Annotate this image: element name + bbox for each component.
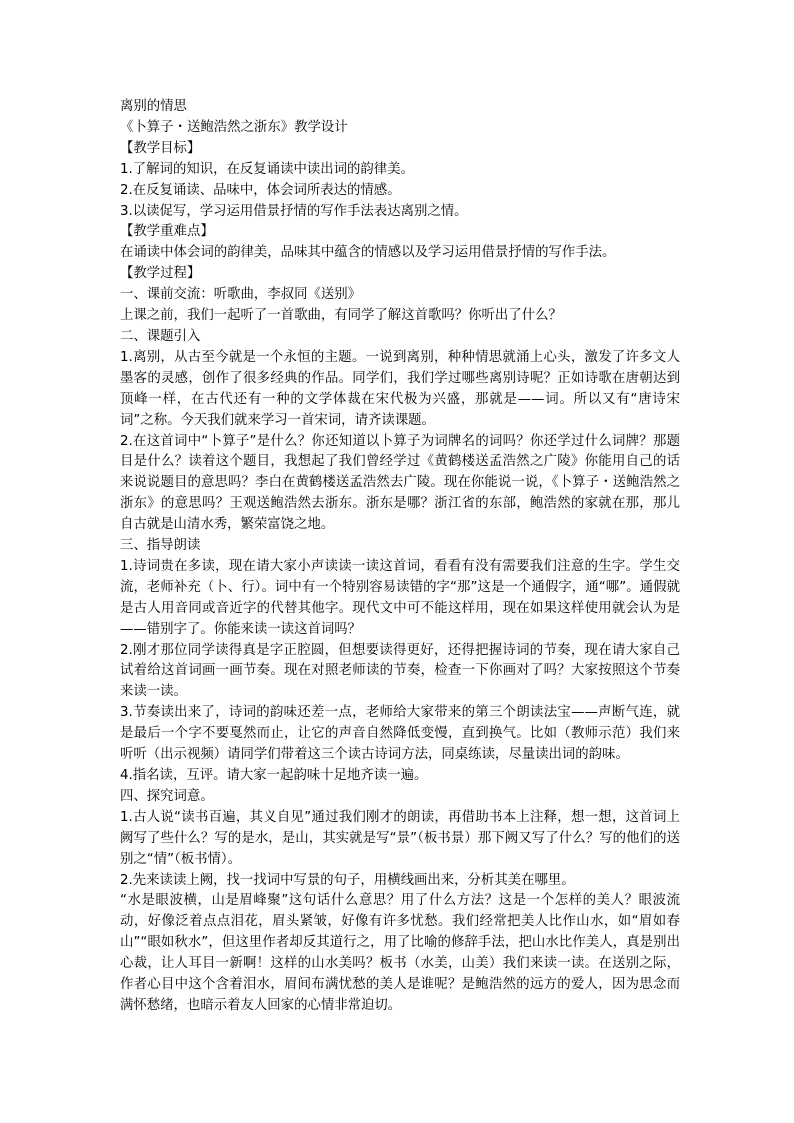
section-4-heading: 四、探究词意。 bbox=[120, 788, 214, 804]
doc-subtitle: 《卜算子・送鲍浩然之浙东》教学设计 bbox=[120, 119, 348, 135]
section-3-paragraph: 4.指名读，互评。请大家一起韵味十足地齐读一遍。 bbox=[120, 768, 428, 783]
section-1-text: 上课之前，我们一起听了一首歌曲，有同学了解这首歌吗？你听出了什么？ bbox=[120, 308, 562, 324]
section-2-paragraph: 1.离别，从古至今就是一个永恒的主题。一说到离别，种种情思就涌上心头，激发了许多文人墨客的灵感，创作了很多经典的作品。同学们，我们学过哪些离别诗呢？正如诗歌在唐朝达到顶峰一样，在古代还有一种的文学体裁在宋代极为兴盛，那就是——词。所以又有“唐诗宋词”之称。今天我们就来学习一首宋词，请齐读课题。 bbox=[120, 349, 680, 428]
doc-title: 离别的情思 bbox=[120, 99, 187, 114]
goals-heading: 【教学目标】 bbox=[120, 140, 201, 156]
goal-item: 2.在反复诵读、品味中，体会词所表达的情感。 bbox=[120, 182, 401, 198]
section-3-paragraph: 1.诗词贵在多读，现在请大家小声读读一读这首词，看看有没有需要我们注意的生字。学生交流，老师补充（卜、行）。词中有一个特别容易读错的字“那”这是一个通假字，通“哪”。通假就是古人用音同或音近字的代替其他字。现代文中可不能这样用，现在如果这样使用就会认为是——错别字了。你能来读一读这首词吗？ bbox=[120, 558, 680, 637]
goal-item: 1.了解词的知识，在反复诵读中读出词的韵律美。 bbox=[120, 161, 414, 177]
process-heading: 【教学过程】 bbox=[120, 266, 201, 282]
key-text: 在诵读中体会词的韵律美，品味其中蕴含的情感以及学习运用借景抒情的写作手法。 bbox=[120, 245, 616, 261]
section-2-heading: 二、课题引入 bbox=[120, 328, 201, 344]
key-heading: 【教学重难点】 bbox=[120, 224, 214, 240]
goal-item: 3.以读促写，学习运用借景抒情的写作手法表达离别之情。 bbox=[120, 203, 468, 219]
section-2-paragraph: 2.在这首词中“卜算子”是什么？你还知道以卜算子为词牌名的词吗？你还学过什么词牌？那题目是什么？读着这个题目，我想起了我们曾经学过《黄鹤楼送孟浩然之广陵》你能用自己的话来说说题目的意思吗？李白在黄鹤楼送孟浩然去广陵。现在你能说一说，《卜算子・送鲍浩然之浙东》的意思吗？王观送鲍浩然去浙东。浙东是哪？浙江省的东部，鲍浩然的家就在那，那儿自古就是山清水秀，繁荣富饶之地。 bbox=[120, 433, 680, 533]
section-1-heading: 一、课前交流：听歌曲，李叔同《送别》 bbox=[120, 287, 362, 303]
section-4-paragraph: 2.先来读读上阙，找一找词中写景的句子，用横线画出来，分析其美在哪里。 bbox=[120, 872, 575, 888]
section-4-paragraph: 1.古人说“读书百遍，其义自见”通过我们刚才的朗读，再借助书本上注释，想一想，这首词上阙写了些什么？写的是水，是山，其实就是写“景”（板书景）那下阙又写了什么？写的他们的送别之“情”（板书情）。 bbox=[120, 809, 680, 867]
section-3-heading: 三、指导朗读 bbox=[120, 538, 201, 554]
document-page bbox=[120, 97, 680, 1017]
section-4-paragraph: “水是眼波横，山是眉峰聚”这句话什么意思？用了什么方法？这是一个怎样的美人？眼波流动，好像泛着点点泪花，眉头紧皱，好像有许多忧愁。我们经常把美人比作山水，如“眉如春山”“眼如秋水”，但这里作者却反其道行之，用了比喻的修辞手法，把山水比作美人，真是别出心裁，让人耳目一新啊！这样的山水美吗？板书（水美，山美）我们来读一读。在送别之际，作者心目中这个含着泪水，眉间布满忧愁的美人是谁呢？是鲍浩然的远方的爱人，因为思念而满怀愁绪，也暗示着友人回家的心情非常迫切。 bbox=[120, 893, 680, 1013]
section-3-paragraph: 2.刚才那位同学读得真是字正腔圆，但想要读得更好，还得把握诗词的节奏，现在请大家自己试着给这首词画一画节奏。现在对照老师读的节奏，检查一下你画对了吗？大家按照这个节奏来读一读。 bbox=[120, 642, 680, 700]
section-3-paragraph: 3.节奏读出来了，诗词的韵味还差一点，老师给大家带来的第三个朗读法宝——声断气连，就是最后一个字不要戛然而止，让它的声音自然降低变慢，直到换气。比如（教师示范）我们来听听（出示视频）请同学们带着这三个读古诗词方法，同桌练读，尽量读出词的韵味。 bbox=[120, 705, 680, 763]
